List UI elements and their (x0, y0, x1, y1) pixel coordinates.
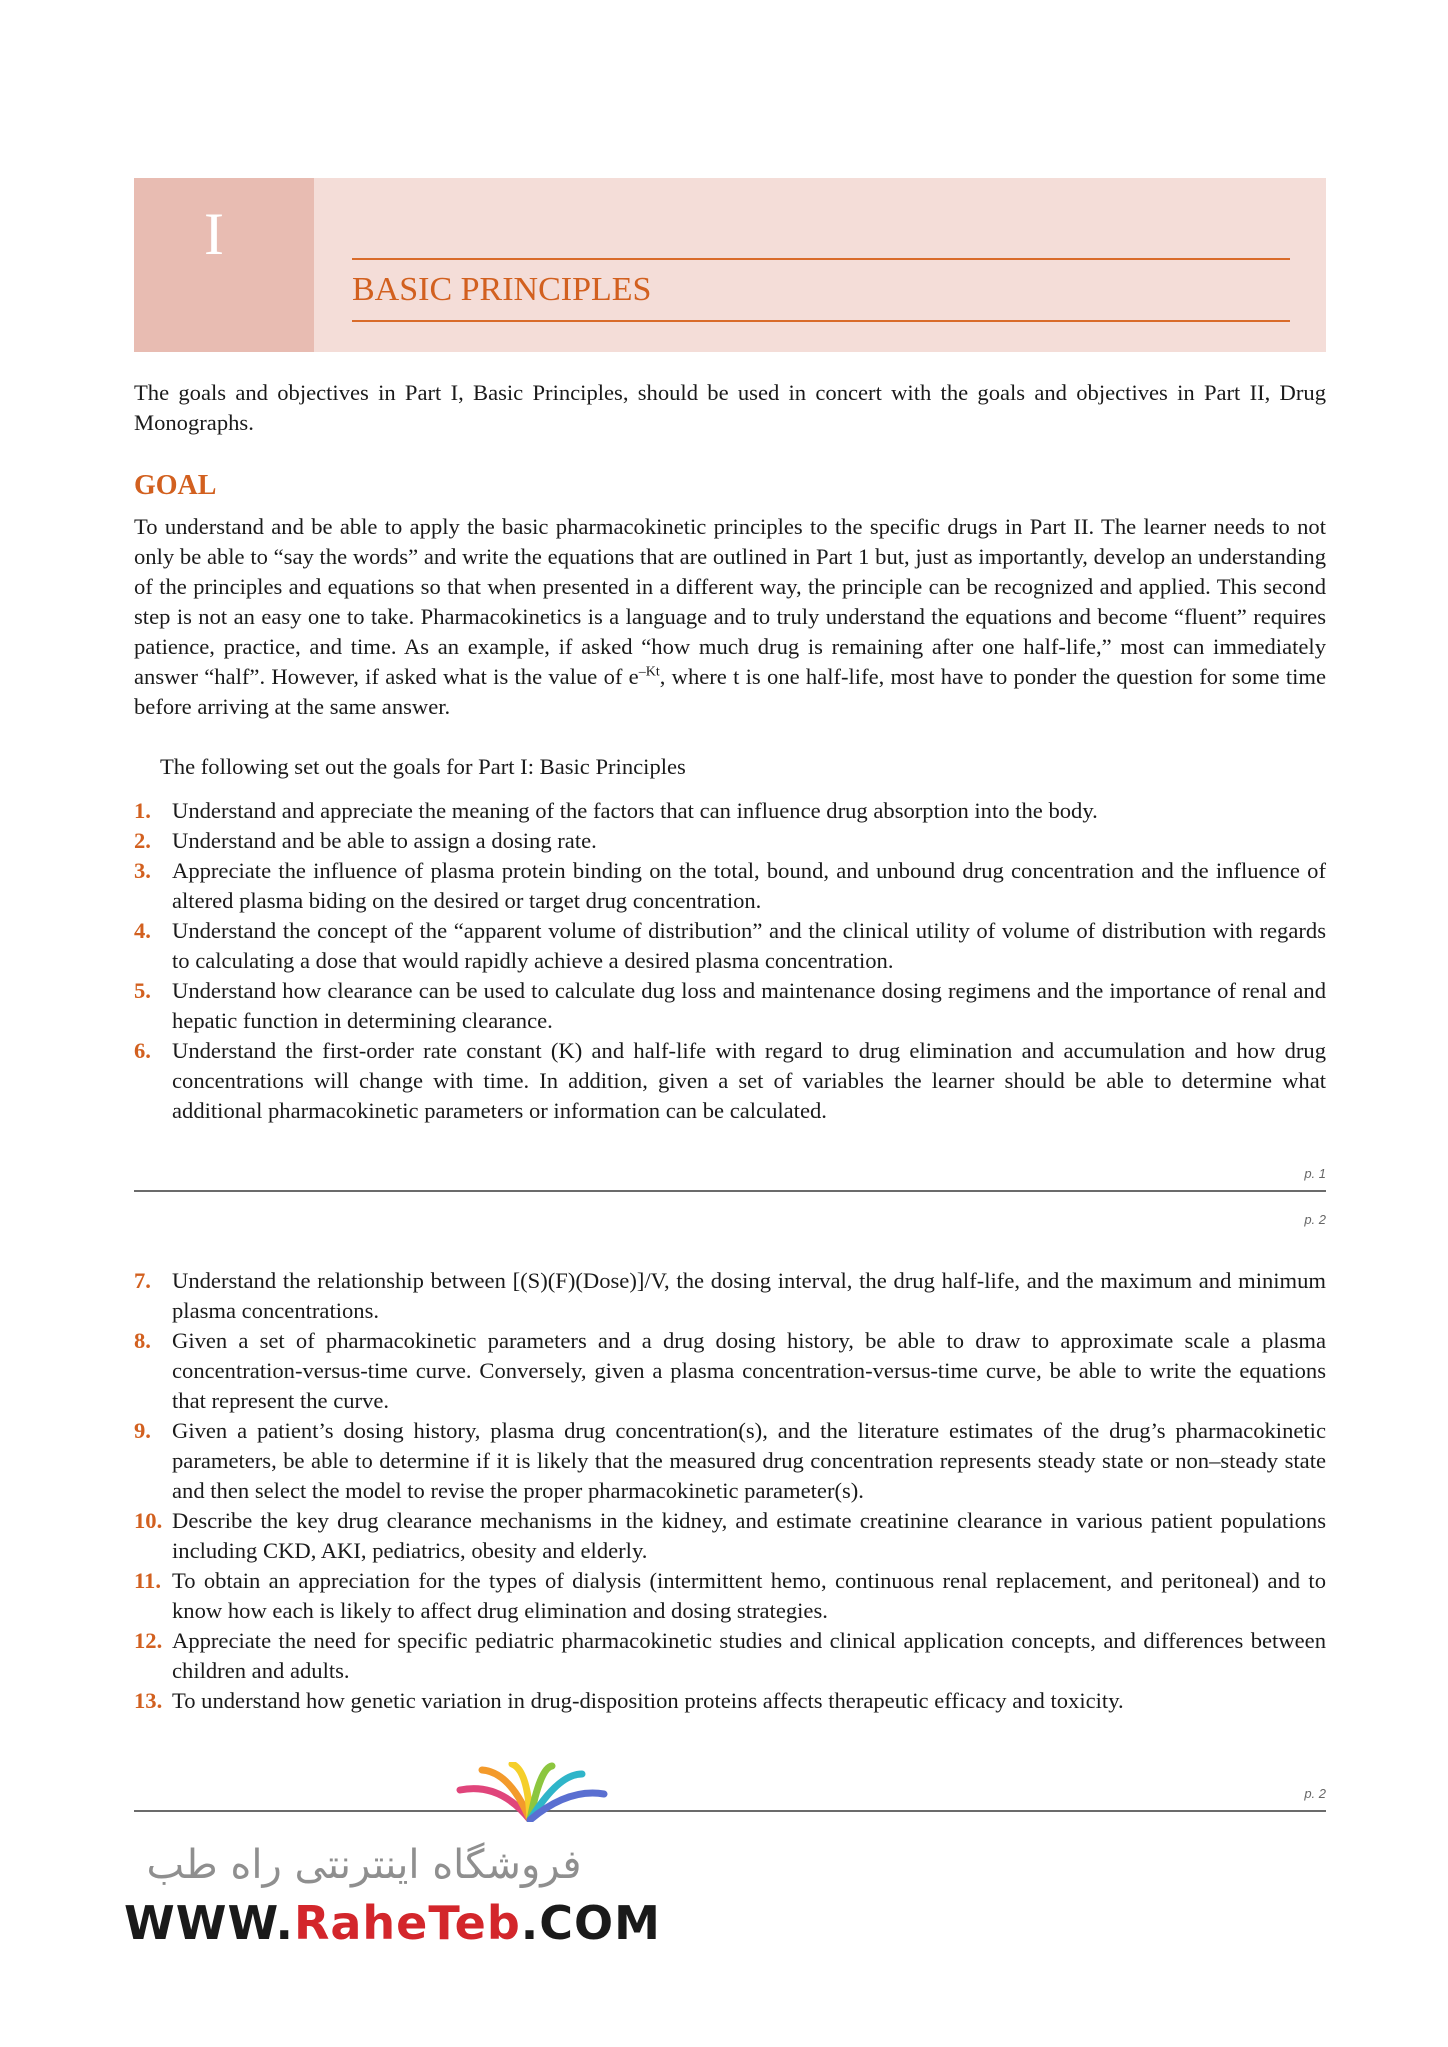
goal-text: Appreciate the influence of plasma protein binding on the total, bound, and unbound drug concentration and the influence of altered plasma biding on the desired or target drug concentration. (172, 858, 1326, 913)
watermark-url-brand: RaheTeb (293, 1896, 521, 1950)
goal-number: 2. (134, 828, 151, 853)
watermark-url (124, 1896, 661, 1950)
goals-list-page1 (134, 796, 1326, 1126)
page-divider-bottom (134, 1810, 1326, 1812)
goal-item (134, 826, 1326, 856)
goal-item (134, 1036, 1326, 1126)
goals-lead-sentence: The following set out the goals for Part I: Basic Principles (160, 754, 686, 779)
goal-text: To understand how genetic variation in drug-disposition proteins affects therapeutic efficacy and toxicity. (172, 1688, 1124, 1713)
goal-text: Understand how clearance can be used to calculate dug loss and maintenance dosing regimens and the importance of renal and hepatic function in determining clearance. (172, 978, 1326, 1033)
goal-text: Understand the concept of the “apparent volume of distribution” and the clinical utility of volume of distribution with regards to calculating a dose that would rapidly achieve a desired plasma concentration. (172, 918, 1326, 973)
part-banner (134, 178, 1326, 352)
goal-item (134, 916, 1326, 976)
goal-item (134, 856, 1326, 916)
goal-number: 12. (134, 1628, 163, 1653)
title-rule-top (352, 258, 1290, 260)
goal-number: 5. (134, 978, 151, 1003)
goal-number: 6. (134, 1038, 151, 1063)
goal-text-part1: To understand and be able to apply the basic pharmacokinetic principles to the specific drugs in Part II. The learner needs to not only be able to “say the words” and write the equations that are outlined in Part 1 but, just as importantly, develop an understanding of the principles and equations so that when presented in a different way, the principle can be recognized and applied. This second step is not an easy one to take. Pharmacokinetics is a language and to truly understand the equations and become “fluent” requires patience, practice, and time. As an example, if asked “how much drug is remaining after one half-life,” most can immediately answer “half”. However, if asked what is the value of e (134, 514, 1326, 689)
goal-item (134, 1326, 1326, 1416)
page-divider (134, 1190, 1326, 1192)
goal-text: Understand and be able to assign a dosing rate. (172, 828, 597, 853)
goals-list-page2 (134, 1266, 1326, 1716)
goal-text: Describe the key drug clearance mechanisms in the kidney, and estimate creatinine clearance in various patient populations including CKD, AKI, pediatrics, obesity and elderly. (172, 1508, 1326, 1563)
goal-number: 4. (134, 918, 151, 943)
goal-text: To obtain an appreciation for the types of dialysis (intermittent hemo, continuous renal replacement, and peritoneal) and to know how each is likely to affect drug elimination and dosing strategies. (172, 1568, 1326, 1623)
goal-number: 8. (134, 1328, 151, 1353)
goal-item (134, 1506, 1326, 1566)
goal-text: Given a set of pharmacokinetic parameters and a drug dosing history, be able to draw to approximate scale a plasma concentration-versus-time curve. Conversely, given a plasma concentration-versus-time curve, be able to write the equations that represent the curve. (172, 1328, 1326, 1413)
goal-item (134, 1626, 1326, 1686)
goal-item (134, 976, 1326, 1036)
goal-heading: GOAL (134, 470, 217, 501)
watermark-persian-text: فروشگاه اینترنتی راه طب (146, 1842, 582, 1888)
title-rule-bottom (352, 320, 1290, 322)
part-title: BASIC PRINCIPLES (352, 271, 652, 308)
goal-number: 13. (134, 1688, 163, 1713)
goal-item (134, 796, 1326, 826)
intro-paragraph: The goals and objectives in Part I, Basic Principles, should be used in concert with the goals and objectives in Part II, Drug Monographs. (134, 380, 1326, 435)
goal-paragraph (134, 512, 1326, 722)
goal-item (134, 1416, 1326, 1506)
goal-number: 11. (134, 1568, 161, 1593)
watermark-book-fan-icon (440, 1762, 620, 1822)
page-marker-p2-bottom: p. 2 (1304, 1786, 1326, 1801)
goal-text: Appreciate the need for specific pediatric pharmacokinetic studies and clinical application concepts, and differences between children and adults. (172, 1628, 1326, 1683)
part-number-box (134, 178, 314, 352)
watermark-url-prefix: WWW. (124, 1896, 294, 1950)
part-numeral: I (204, 201, 224, 267)
goal-number: 1. (134, 798, 151, 823)
goal-item (134, 1566, 1326, 1626)
goal-item (134, 1266, 1326, 1326)
watermark-url-suffix: .COM (520, 1896, 661, 1950)
goal-item (134, 1686, 1326, 1716)
goal-text: Given a patient’s dosing history, plasma drug concentration(s), and the literature estimates of the drug’s pharmacokinetic parameters, be able to determine if it is likely that the measured drug concentration represents steady state or non–steady state and then select the model to revise the proper pharmacokinetic parameter(s). (172, 1418, 1326, 1503)
page-marker-p1: p. 1 (1304, 1166, 1326, 1181)
goal-number: 3. (134, 858, 151, 883)
goal-text: Understand the first-order rate constant (K) and half-life with regard to drug elimination and accumulation and how drug concentrations will change with time. In addition, given a set of variables the learner should be able to determine what additional pharmacokinetic parameters or information can be calculated. (172, 1038, 1326, 1123)
goal-superscript: –Kt (638, 664, 660, 680)
goal-text: Understand the relationship between [(S)(F)(Dose)]/V, the dosing interval, the drug half-life, and the maximum and minimum plasma concentrations. (172, 1268, 1326, 1323)
page-marker-p2-top: p. 2 (1304, 1212, 1326, 1227)
goal-number: 10. (134, 1508, 163, 1533)
goal-text: Understand and appreciate the meaning of the factors that can influence drug absorption into the body. (172, 798, 1098, 823)
goal-number: 9. (134, 1418, 151, 1443)
goal-number: 7. (134, 1268, 151, 1293)
goal-text-part2: , where t is one half-life, most have to ponder the question for some time before arriving at the same answer. (134, 664, 1326, 719)
